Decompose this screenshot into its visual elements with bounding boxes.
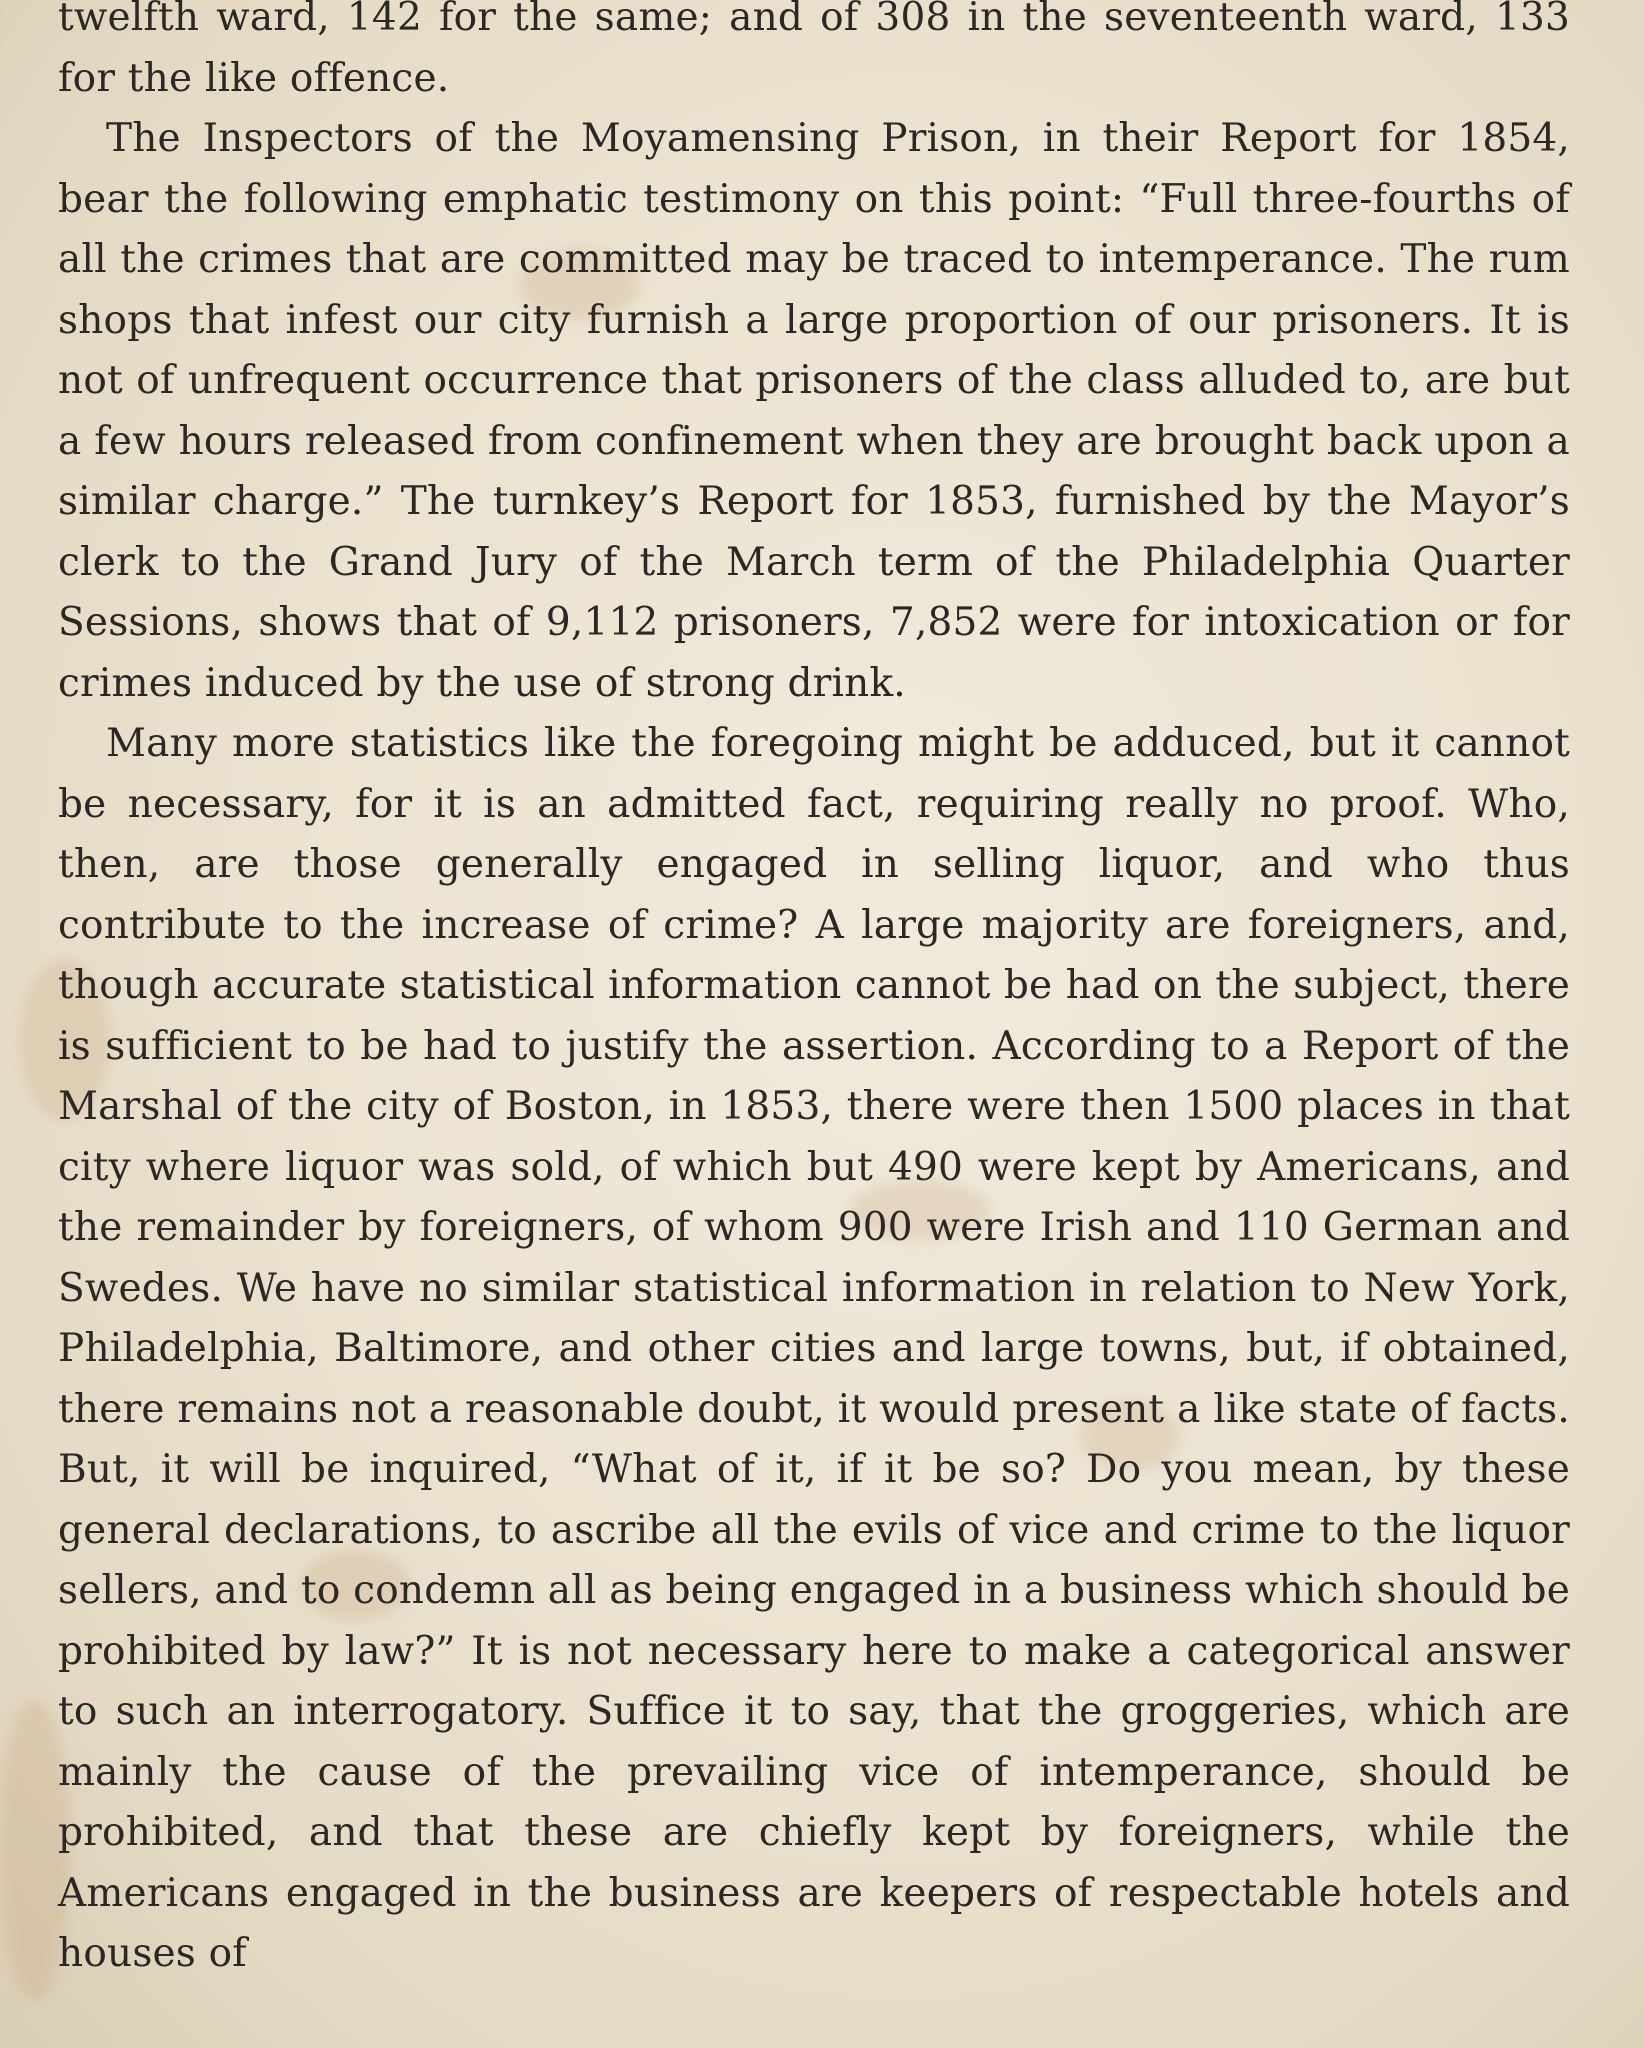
body-text [58,0,1570,1985]
paragraph-moyamensing-report: The Inspectors of the Moyamensing Prison, in their Report for 1854, bear the following emphatic testimony on this point: “Full three-fourths of all the crimes that are committed may be traced to intemperance. The rum shops that infest our city furnish a large proportion of our prisoners. It is not of unfrequent occurrence that prisoners of the class alluded to, are but a few hours released from confinement when they are brought back upon a similar charge.” The turnkey’s Report for 1853, furnished by the Mayor’s clerk to the Grand Jury of the March term of the Philadelphia Quarter Sessions, shows that of 9,112 prisoners, 7,852 were for intoxication or for crimes induced by the use of strong drink. [58,116,1570,706]
paragraph-liquor-statistics: Many more statistics like the foregoing might be adduced, but it cannot be necessary, for it is an admitted fact, requiring really no proof. Who, then, are those generally engaged in selling liquor, and who thus contribute to the increase of crime? A large majority are foreigners, and, though accurate statistical information cannot be had on the subject, there is sufficient to be had to justify the assertion. According to a Report of the Marshal of the city of Boston, in 1853, there were then 1500 places in that city where liquor was sold, of which but 490 were kept by Americans, and the remainder by foreigners, of whom 900 were Irish and 110 German and Swedes. We have no similar statistical information in relation to New York, Philadelphia, Baltimore, and other cities and large towns, but, if obtained, there remains not a reasonable doubt, it would present a like state of facts. But, it will be inquired, “What of it, if it be so? Do you mean, by these general declarations, to ascribe all the evils of vice and crime to the liquor sellers, and to condemn all as being engaged in a business which should be prohibited by law?” It is not necessary here to make a categorical answer to such an interrogatory. Suffice it to say, that the groggeries, which are mainly the cause of the prevailing vice of intemperance, should be prohibited, and that these are chiefly kept by foreigners, while the Americans engaged in the business are keepers of respectable hotels and houses of [58,721,1570,1976]
paragraph-continued: twelfth ward, 142 for the same; and of 308 in the seventeenth ward, 133 for the like offence. [58,0,1570,101]
